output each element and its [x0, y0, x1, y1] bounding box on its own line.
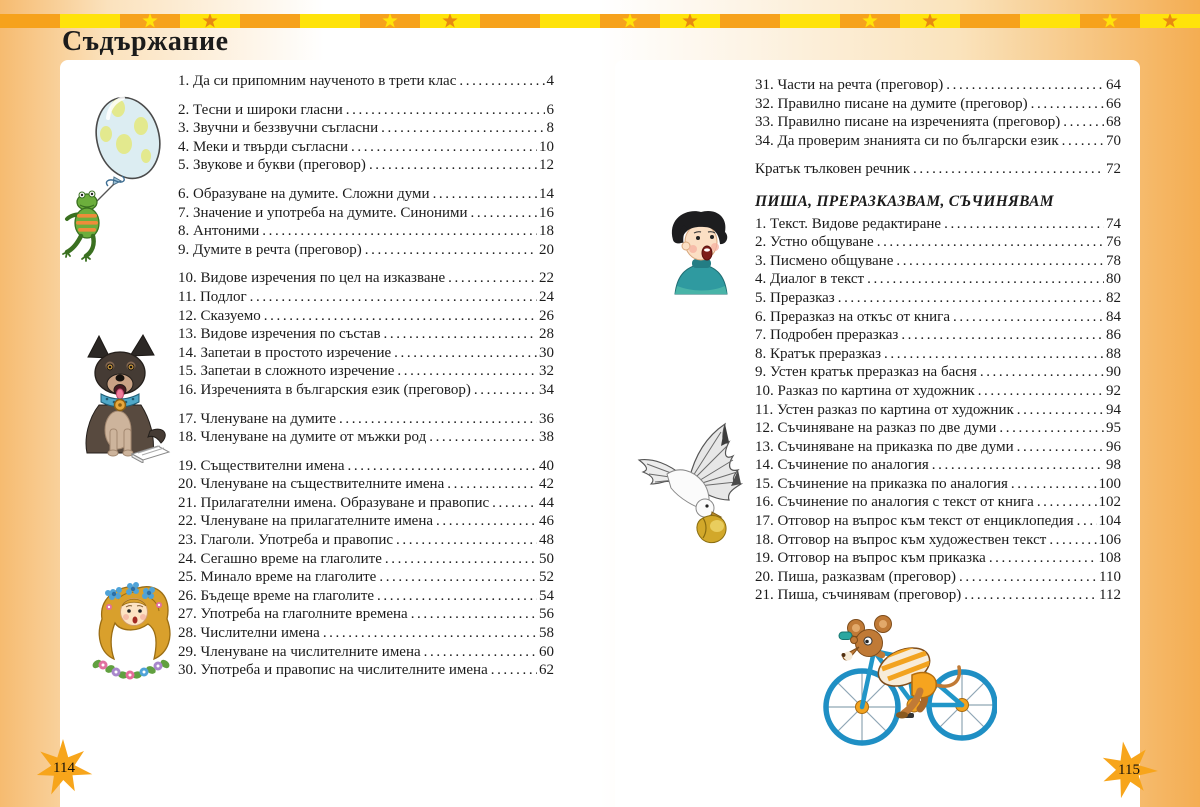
toc-entry-page: 94 — [1106, 401, 1121, 418]
page-number-star-left — [33, 739, 95, 797]
toc-entry-label: 12. Съчиняване на разказ по две думи — [755, 420, 997, 437]
toc-entry — [178, 344, 554, 363]
toc-entry — [755, 289, 1121, 308]
toc-entry-page: 24 — [539, 288, 554, 305]
toc-entry-leader — [379, 568, 537, 587]
toc-entry-label: 4. Меки и твърди съгласни — [178, 138, 349, 155]
toc-entry-label: 34. Да проверим знанията си по български език — [755, 132, 1059, 149]
toc-entry-page: 95 — [1106, 420, 1121, 437]
toc-entry-label: 21. Прилагателни имена. Образуване и правопис — [178, 494, 490, 511]
toc-entry-leader — [932, 456, 1104, 475]
toc-entry-label: 14. Запетаи в простото изречение — [178, 344, 392, 361]
page-title: Съдържание — [62, 26, 229, 57]
toc-entry-page: 16 — [539, 204, 554, 221]
toc-entry-leader — [411, 605, 537, 624]
toc-entry-leader — [999, 419, 1104, 438]
toc-entry-label: 24. Сегашно време на глаголите — [178, 550, 382, 567]
toc-entry — [178, 568, 554, 587]
toc-entry-leader — [1049, 531, 1096, 550]
toc-entry-page: 14 — [539, 185, 554, 202]
toc-entry-label: 2. Тесни и широки гласни — [178, 101, 343, 118]
toc-entry-label: 13. Видове изречения по състав — [178, 326, 381, 343]
toc-entry-leader — [384, 325, 537, 344]
toc-entry-label: Кратък тълковен речник — [755, 161, 911, 178]
toc-entry-page: 48 — [539, 532, 554, 549]
toc-entry-label: 5. Преразказ — [755, 289, 835, 306]
toc-entry — [178, 269, 554, 288]
toc-entry-page: 50 — [539, 550, 554, 567]
toc-entry-label: 7. Подробен преразказ — [755, 327, 899, 344]
toc-entry — [178, 512, 554, 531]
toc-entry-page: 70 — [1106, 132, 1121, 149]
toc-entry-label: 15. Съчинение на приказка по аналогия — [755, 475, 1008, 492]
toc-entry-leader — [944, 215, 1104, 234]
toc-entry-page: 42 — [539, 476, 554, 493]
toc-entry-page: 44 — [539, 494, 554, 511]
toc-entry — [755, 438, 1121, 457]
toc-entry-label: 4. Диалог в текст — [755, 271, 865, 288]
toc-entry-leader — [394, 344, 537, 363]
toc-entry-label: 6. Образуване на думите. Сложни думи — [178, 185, 430, 202]
toc-entry-page: 40 — [539, 457, 554, 474]
toc-entry-page: 86 — [1106, 327, 1121, 344]
toc-entry — [178, 185, 554, 204]
toc-entry-leader — [433, 185, 537, 204]
toc-entry-page: 112 — [1099, 587, 1121, 604]
toc-entry-label: 11. Устен разказ по картина от художник — [755, 401, 1014, 418]
toc-entry-page: 8 — [546, 120, 554, 137]
toc-entry — [755, 113, 1121, 132]
page-number-right: 115 — [1118, 761, 1140, 778]
toc-entry-label: 28. Числителни имена — [178, 625, 320, 642]
toc-entry-page: 76 — [1106, 234, 1121, 251]
toc-entry — [178, 204, 554, 223]
toc-entry-page: 102 — [1098, 494, 1121, 511]
toc-entry-label: 23. Глаголи. Употреба и правопис — [178, 532, 394, 549]
toc-entry-leader — [946, 76, 1104, 95]
toc-entry — [755, 270, 1121, 289]
toc-entry — [755, 252, 1121, 271]
toc-entry — [755, 308, 1121, 327]
toc-entry-page: 80 — [1106, 271, 1121, 288]
toc-entry-page: 54 — [539, 587, 554, 604]
toc-entry — [178, 138, 554, 157]
toc-entry-label: 6. Преразказ на откъс от книга — [755, 308, 950, 325]
toc-entry-leader — [396, 531, 537, 550]
toc-entry-label: 16. Изреченията в българския език (преговор) — [178, 381, 471, 398]
toc-entry-leader — [351, 138, 537, 157]
girl-flowers-illustration — [88, 579, 180, 691]
toc-entry-page: 110 — [1099, 568, 1121, 585]
toc-entry — [178, 288, 554, 307]
toc-entry-page: 28 — [539, 326, 554, 343]
page-number-left: 114 — [53, 759, 75, 776]
toc-entry-label: 30. Употреба и правопис на числителните имена — [178, 662, 488, 679]
toc-entry-leader — [377, 587, 537, 606]
toc-entry-page: 78 — [1106, 252, 1121, 269]
toc-entry-label: 14. Съчинение по аналогия — [755, 457, 929, 474]
toc-entry — [755, 549, 1121, 568]
toc-entry-label: 9. Устен кратък преразказ на басня — [755, 364, 977, 381]
toc-entry-label: 17. Отговор на въпрос към текст от енциклопедия — [755, 513, 1074, 530]
toc-entry-label: 19. Съществителни имена — [178, 457, 345, 474]
toc-entry-page: 30 — [539, 344, 554, 361]
toc-entry-leader — [381, 119, 544, 138]
toc-entry — [755, 95, 1121, 114]
toc-entry-leader — [1011, 475, 1097, 494]
toc-entry-label: 26. Бъдеще време на глаголите — [178, 587, 375, 604]
toc-entry — [755, 382, 1121, 401]
toc-entry-page: 4 — [546, 73, 554, 89]
toc-entry-page: 82 — [1106, 289, 1121, 306]
toc-entry — [178, 428, 554, 447]
dog-illustration — [68, 333, 173, 463]
toc-entry-page: 18 — [539, 223, 554, 240]
toc-entry — [178, 605, 554, 624]
toc-entry-leader — [901, 326, 1104, 345]
toc-entry-leader — [424, 643, 537, 662]
toc-entry-page: 92 — [1106, 382, 1121, 399]
toc-entry — [755, 419, 1121, 438]
toc-entry-label: 21. Пиша, съчинявам (преговор) — [755, 587, 962, 604]
toc-entry-leader — [348, 457, 537, 476]
toc-entry-label: 20. Пиша, разказвам (преговор) — [755, 568, 957, 585]
toc-entry-leader — [1063, 113, 1104, 132]
toc-entry — [178, 72, 554, 91]
toc-entry-label: 18. Членуване на думите от мъжки род — [178, 429, 427, 446]
toc-entry-leader — [448, 269, 537, 288]
toc-entry-leader — [262, 222, 537, 241]
toc-entry — [755, 345, 1121, 364]
toc-right-column — [755, 76, 1121, 605]
toc-entry-label: 8. Кратък преразказ — [755, 345, 882, 362]
toc-entry — [178, 410, 554, 429]
boy-illustration — [653, 206, 745, 301]
toc-entry-leader — [1017, 401, 1104, 420]
toc-entry — [755, 215, 1121, 234]
toc-entry — [755, 233, 1121, 252]
toc-entry-page: 60 — [539, 643, 554, 660]
toc-entry-label: ПИША, ПРЕРАЗКАЗВАМ, СЪЧИНЯВАМ — [755, 192, 1054, 210]
toc-entry-leader — [867, 270, 1104, 289]
toc-entry-page: 98 — [1106, 457, 1121, 474]
toc-entry-page: 100 — [1098, 475, 1121, 492]
toc-entry-label: 19. Отговор на въпрос към приказка — [755, 550, 986, 567]
toc-entry-label: 17. Членуване на думите — [178, 410, 336, 427]
toc-entry-page: 68 — [1106, 114, 1121, 131]
toc-entry-leader — [896, 252, 1104, 271]
toc-entry-label: 20. Членуване на съществителните имена — [178, 476, 445, 493]
toc-entry — [755, 401, 1121, 420]
toc-entry-leader — [989, 549, 1097, 568]
toc-entry-leader — [397, 362, 537, 381]
toc-entry-leader — [447, 475, 537, 494]
toc-entry-leader — [838, 289, 1104, 308]
toc-entry-leader — [1037, 493, 1097, 512]
toc-entry — [178, 325, 554, 344]
toc-entry — [755, 456, 1121, 475]
toc-entry — [755, 160, 1121, 179]
toc-entry-leader — [264, 307, 537, 326]
toc-entry — [178, 587, 554, 606]
toc-entry-leader — [884, 345, 1104, 364]
toc-entry-leader — [978, 382, 1104, 401]
toc-entry — [755, 326, 1121, 345]
toc-entry — [755, 76, 1121, 95]
toc-entry-page: 84 — [1106, 308, 1121, 325]
toc-entry-page: 20 — [539, 241, 554, 258]
toc-entry — [178, 457, 554, 476]
toc-entry-label: 5. Звукове и букви (преговор) — [178, 157, 366, 174]
toc-entry-leader — [369, 156, 537, 175]
toc-entry-label: 32. Правилно писане на думите (преговор) — [755, 95, 1028, 112]
toc-entry-page: 90 — [1106, 364, 1121, 381]
toc-entry-label: 2. Устно общуване — [755, 234, 874, 251]
toc-entry-page: 74 — [1106, 215, 1121, 232]
toc-entry-page: 38 — [539, 429, 554, 446]
toc-entry-leader — [365, 241, 537, 260]
toc-entry-leader — [339, 410, 537, 429]
toc-entry-leader — [1017, 438, 1104, 457]
toc-entry — [178, 241, 554, 260]
toc-entry-page: 96 — [1106, 438, 1121, 455]
toc-entry-leader — [492, 494, 537, 513]
toc-entry-leader — [959, 568, 1097, 587]
toc-entry-leader — [913, 160, 1104, 179]
mouse-bicycle-illustration — [812, 603, 997, 750]
toc-entry-page: 88 — [1106, 345, 1121, 362]
toc-entry — [178, 475, 554, 494]
toc-entry-label: 9. Думите в речта (преговор) — [178, 241, 362, 258]
toc-entry-label: 33. Правилно писане на изреченията (преговор) — [755, 114, 1061, 131]
toc-entry-leader — [250, 288, 537, 307]
toc-entry — [178, 643, 554, 662]
toc-entry-page: 34 — [539, 381, 554, 398]
toc-entry — [755, 512, 1121, 531]
toc-entry — [755, 531, 1121, 550]
toc-entry-page: 10 — [539, 138, 554, 155]
toc-entry-leader — [323, 624, 537, 643]
toc-entry-page: 104 — [1098, 513, 1121, 530]
toc-entry-page: 62 — [539, 662, 554, 679]
toc-entry-label: 10. Разказ по картина от художник — [755, 382, 975, 399]
toc-entry-label: 12. Сказуемо — [178, 307, 261, 324]
toc-entry-page: 58 — [539, 625, 554, 642]
toc-entry-page: 22 — [539, 270, 554, 287]
toc-entry-page: 106 — [1098, 531, 1121, 548]
toc-entry — [178, 531, 554, 550]
toc-entry-leader — [346, 101, 545, 120]
bird-illustration — [633, 420, 748, 552]
toc-entry — [178, 494, 554, 513]
toc-entry-leader — [491, 661, 537, 680]
toc-entry-label: 1. Да си припомним наученото в трети клас — [178, 73, 457, 89]
toc-entry-page: 56 — [539, 606, 554, 623]
toc-entry-label: 1. Текст. Видове редактиране — [755, 215, 942, 232]
toc-entry-page: 108 — [1098, 550, 1121, 567]
toc-entry-leader — [429, 428, 537, 447]
toc-entry-leader — [1031, 95, 1104, 114]
toc-entry-label: 16. Съчинение по аналогия с текст от книга — [755, 494, 1034, 511]
toc-entry-page: 32 — [539, 363, 554, 380]
toc-entry-label: 27. Употреба на глаголните времена — [178, 606, 408, 623]
toc-entry-page: 52 — [539, 569, 554, 586]
toc-entry — [178, 381, 554, 400]
toc-entry — [178, 624, 554, 643]
toc-entry-page: 46 — [539, 513, 554, 530]
toc-entry — [178, 156, 554, 175]
toc-entry-page: 36 — [539, 410, 554, 427]
toc-entry — [178, 550, 554, 569]
toc-entry-page: 26 — [539, 307, 554, 324]
toc-entry-label: 29. Членуване на числителните имена — [178, 643, 421, 660]
toc-entry — [178, 307, 554, 326]
toc-entry-leader — [459, 72, 544, 91]
toc-entry — [755, 363, 1121, 382]
frog-balloon-illustration — [56, 86, 176, 266]
toc-entry — [755, 132, 1121, 151]
toc-entry-label: 25. Минало време на глаголите — [178, 569, 377, 586]
toc-entry-label: 3. Писмено общуване — [755, 252, 894, 269]
toc-entry — [178, 101, 554, 120]
toc-entry — [178, 661, 554, 680]
toc-entry-label: 7. Значение и употреба на думите. Синоними — [178, 204, 468, 221]
toc-entry-page: 6 — [546, 101, 554, 118]
toc-entry-page: 72 — [1106, 161, 1121, 178]
toc-entry-label: 13. Съчиняване на приказка по две думи — [755, 438, 1014, 455]
toc-entry-leader — [1062, 132, 1104, 151]
toc-entry-leader — [436, 512, 537, 531]
toc-entry — [755, 568, 1121, 587]
toc-entry-leader — [1077, 512, 1097, 531]
toc-entry-label: 3. Звучни и беззвучни съгласни — [178, 120, 379, 137]
toc-entry — [178, 222, 554, 241]
toc-entry-page: 64 — [1106, 77, 1121, 93]
toc-entry-leader — [953, 308, 1104, 327]
toc-entry-label: 22. Членуване на прилагателните имена — [178, 513, 434, 530]
toc-entry-page: 66 — [1106, 95, 1121, 112]
toc-left-column — [178, 72, 554, 680]
toc-entry-leader — [474, 381, 537, 400]
toc-entry — [755, 193, 1121, 212]
toc-entry — [755, 493, 1121, 512]
toc-entry-leader — [471, 204, 537, 223]
toc-entry — [755, 475, 1121, 494]
toc-entry — [178, 362, 554, 381]
toc-entry-label: 8. Антоними — [178, 223, 260, 240]
toc-entry-leader — [980, 363, 1104, 382]
toc-entry-leader — [385, 550, 537, 569]
toc-entry-page: 12 — [539, 157, 554, 174]
page-number-star-right — [1098, 741, 1160, 799]
toc-entry — [178, 119, 554, 138]
toc-entry-label: 10. Видове изречения по цел на изказване — [178, 270, 446, 287]
toc-entry-label: 18. Отговор на въпрос към художествен текст — [755, 531, 1047, 548]
toc-entry-leader — [877, 233, 1104, 252]
toc-entry-label: 15. Запетаи в сложното изречение — [178, 363, 395, 380]
toc-entry-label: 11. Подлог — [178, 288, 247, 305]
toc-entry-label: 31. Части на речта (преговор) — [755, 77, 944, 93]
